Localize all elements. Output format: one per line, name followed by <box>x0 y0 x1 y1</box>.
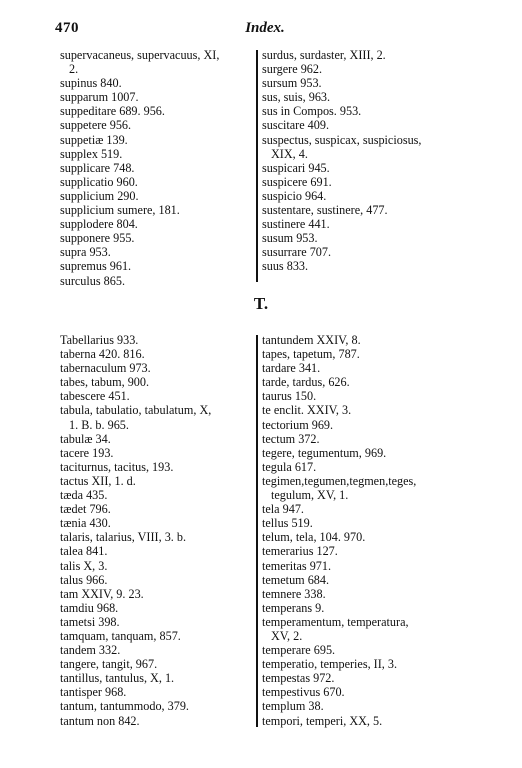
index-entry: tectum 372. <box>262 431 320 446</box>
index-entry: tegere, tegumentum, 969. <box>262 445 387 460</box>
index-entry: tædet 796. <box>60 502 111 517</box>
index-entry: temperamentum, temperatura, <box>262 614 409 629</box>
index-entry: supparum 1007. <box>60 90 139 105</box>
index-entry: sustinere 441. <box>262 217 330 232</box>
index-entry: tantundem XXIV, 8. <box>262 333 361 347</box>
index-entry: tempestas 972. <box>262 671 335 686</box>
index-entry: Tabellarius 933. <box>60 333 139 347</box>
index-entry: tactus XII, 1. d. <box>60 473 136 488</box>
index-entry: tam XXIV, 9. 23. <box>60 586 144 601</box>
index-entry: XV, 2. <box>271 628 303 643</box>
index-entry: temperatio, temperies, II, 3. <box>262 657 398 672</box>
index-entry: tardare 341. <box>262 361 321 376</box>
index-entry: tapes, tapetum, 787. <box>262 347 360 362</box>
s-left-column <box>60 48 252 288</box>
section-letter: T. <box>253 294 269 313</box>
index-entry: tela 947. <box>262 502 304 517</box>
index-entry: surculus 865. <box>60 273 125 288</box>
page-number: 470 <box>55 20 79 36</box>
index-entry: tantum non 842. <box>60 713 140 728</box>
index-entry: susurrare 707. <box>262 245 332 260</box>
index-entry: 1. B. b. 965. <box>69 417 129 432</box>
index-entry: taciturnus, tacitus, 193. <box>60 459 174 474</box>
index-entry: talaris, talarius, VIII, 3. b. <box>60 530 187 545</box>
index-entry: tantum, tantummodo, 379. <box>60 699 189 714</box>
index-entry: tegula 617. <box>262 459 317 474</box>
index-entry: talea 841. <box>60 544 108 559</box>
index-entry: telum, tela, 104. 970. <box>262 530 366 545</box>
index-entry: tempestivus 670. <box>262 685 345 700</box>
index-entry: tectorium 969. <box>262 417 334 432</box>
index-entry: suspicere 691. <box>262 174 332 189</box>
index-entry: talis X, 3. <box>60 558 108 573</box>
index-entry: supponere 955. <box>60 231 135 246</box>
index-entry: tabernaculum 973. <box>60 361 151 376</box>
index-entry: susum 953. <box>262 231 318 246</box>
index-entry: tempori, temperi, XX, 5. <box>262 713 383 728</box>
index-entry: supra 953. <box>60 245 111 260</box>
index-entry: temeritas 971. <box>262 558 332 573</box>
index-entry: suppetiæ 139. <box>60 132 128 147</box>
index-entry: tantillus, tantulus, X, 1. <box>60 671 175 686</box>
index-entry: sus in Compos. 953. <box>262 104 362 119</box>
page-header <box>55 20 475 40</box>
running-title: Index. <box>245 20 285 36</box>
index-entry: supplicatio 960. <box>60 174 138 189</box>
t-block <box>60 333 480 733</box>
index-entry: tegimen,tegumen,tegmen,teges, <box>262 473 417 488</box>
index-entry: tacere 193. <box>60 445 114 460</box>
index-entry: sursum 953. <box>262 76 322 91</box>
index-entry: supinus 840. <box>60 76 122 91</box>
index-entry: tegulum, XV, 1. <box>271 488 349 503</box>
index-entry: tæda 435. <box>60 488 108 503</box>
index-entry: te enclit. XXIV, 3. <box>262 403 352 418</box>
index-entry: temerarius 127. <box>262 544 338 559</box>
index-entry: suus 833. <box>262 259 309 274</box>
index-entry: supplicare 748. <box>60 160 135 175</box>
index-entry: supervacaneus, supervacuus, XI, <box>60 48 220 62</box>
index-entry: suppetere 956. <box>60 118 132 133</box>
index-entry: temetum 684. <box>262 572 330 587</box>
index-entry: suspicio 964. <box>262 188 327 203</box>
t-right-column <box>262 333 480 728</box>
index-entry: temnere 338. <box>262 586 326 601</box>
index-entry: tænia 430. <box>60 516 111 531</box>
index-entry: tangere, tangit, 967. <box>60 657 158 672</box>
column-divider <box>256 335 258 727</box>
index-entry: tamdiu 968. <box>60 600 119 615</box>
index-entry: XIX, 4. <box>271 146 308 161</box>
s-right-column <box>262 48 480 274</box>
index-entry: suscitare 409. <box>262 118 330 133</box>
index-entry: templum 38. <box>262 699 324 714</box>
index-entry: supplicium 290. <box>60 188 139 203</box>
s-block <box>60 48 480 288</box>
index-entry: supplodere 804. <box>60 217 138 232</box>
index-entry: talus 966. <box>60 572 108 587</box>
index-entry: temperare 695. <box>262 643 336 658</box>
index-entry: temperans 9. <box>262 600 325 615</box>
index-entry: surgere 962. <box>262 62 323 77</box>
column-divider <box>256 50 258 282</box>
index-entry: suspicari 945. <box>262 160 330 175</box>
index-entry: 2. <box>69 62 79 77</box>
index-entry: suspectus, suspicax, suspiciosus, <box>262 132 422 147</box>
index-entry: tellus 519. <box>262 516 313 531</box>
index-entry: tandem 332. <box>60 643 121 658</box>
index-entry: tametsi 398. <box>60 614 120 629</box>
index-entry: supplicium sumere, 181. <box>60 203 180 218</box>
index-entry: suppeditare 689. 956. <box>60 104 165 119</box>
index-entry: sustentare, sustinere, 477. <box>262 203 388 218</box>
index-entry: surdus, surdaster, XIII, 2. <box>262 48 386 62</box>
index-entry: tabes, tabum, 900. <box>60 375 150 390</box>
index-entry: taurus 150. <box>262 389 317 404</box>
t-left-column <box>60 333 252 728</box>
index-entry: sus, suis, 963. <box>262 90 331 105</box>
index-entry: tamquam, tanquam, 857. <box>60 628 181 643</box>
index-entry: tabescere 451. <box>60 389 130 404</box>
index-entry: tabula, tabulatio, tabulatum, X, <box>60 403 212 418</box>
index-entry: tarde, tardus, 626. <box>262 375 350 390</box>
index-entry: tabulæ 34. <box>60 431 111 446</box>
index-entry: supremus 961. <box>60 259 132 274</box>
index-entry: tantisper 968. <box>60 685 127 700</box>
index-entry: supplex 519. <box>60 146 123 161</box>
index-entry: taberna 420. 816. <box>60 347 145 362</box>
